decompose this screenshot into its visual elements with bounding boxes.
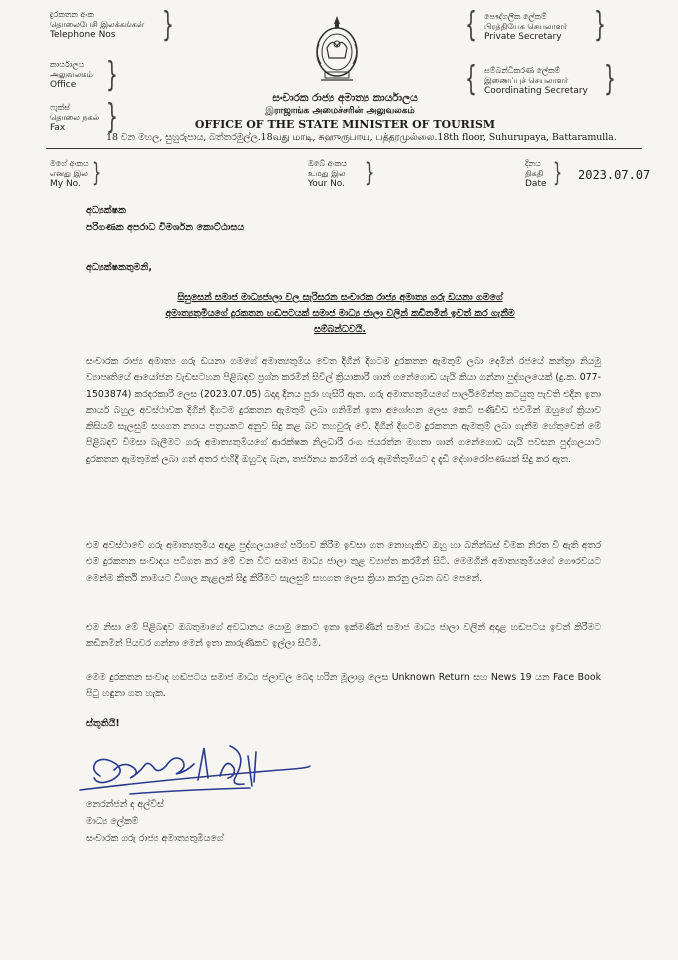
paragraph-1: සංචාරක රාජ්‍ය අමාත්‍ය ගරු ඩයනා ගමගේ අමාත්‍යතුමිය වෙත දිගින් දිගටම දුරකතන ඇමතුම් ලබා දෙමින් රජයේ කන්ත්‍රා නියමු ව්‍යාපෘතියේ ආයෝජන වැඩසටහන පිළිබඳව ප්‍රශ්න කරමින් සිවිල් ක්‍රියාකාරී ශාන් ගනේගොඩ යැයි කියා ගන්නා පුද්ගලයෙක් (දු.ක. 077-1503874) කරදරකාරී ලෙස (2023.07.05) බදාදා දිනය පුරා හැසිරී ඇත. ගරු අමාත්‍යතුමියගේ පාර්ලිමේන්තු කටයුතු පැවති එදින ඉතා කාර්ය බහුල අවස්ථාවක දිගින් දිගටම දුරකතන ඇමතුම් ලබා ගනිමින් ඉතා අශෝභන ලෙස කෙටි පණිවිඩ එවමින් ඔහුගේ ක්‍රියාව කිසියම් සැලසුම් සහගත න්‍යාය පත්‍රයකට අනුව සිදු කළ බව තහවුරු වේ. දිගින් දිගටම දුරකතන ඇමතුම් ලබා ගැනීම හේතුවෙන් මේ පිළිබඳව විමසා බැලීමට ගරු අමාත්‍යතුමියගේ ආරක්ෂක නිලධාරී රංග ජයරත්න මහතා ශාන් ගනේගොඩ යැයි පවසන පුද්ගලයාට දුරකතන ඇමතුමක් ලබා ගත් අතර එහිදී ඔහුටද බැන, තර්ජනය කරමින් ගරු ඇමතිතුමියට ද දැඩි දේශාරෝපණයක් සිදු කර ඇත. xyxy=(86,356,601,465)
subject-line-1: සිසුසෙන් සමාජ මාධ්‍යජාලා වල සැරිසරන සංචාරක රාජ්‍ය අමාත්‍ය ගරු ඩයනා ගමගේ xyxy=(177,292,503,303)
brace-your-no: } xyxy=(365,158,375,188)
brace-office: } xyxy=(106,55,118,95)
office-ta: அலுவலகம் xyxy=(50,70,93,79)
your-no-label xyxy=(308,159,347,189)
sri-lanka-emblem-icon xyxy=(313,14,361,86)
fax-label xyxy=(50,103,99,133)
your-no-en: Your No. xyxy=(308,179,346,189)
brace-date: } xyxy=(553,158,563,188)
recipient-title: අධ්‍යක්ෂක xyxy=(86,205,126,216)
header-divider xyxy=(46,148,642,149)
coordinating-secretary-si: සම්බන්ධීකරණ ලේකම් xyxy=(484,66,561,75)
date-en: Date xyxy=(525,179,547,189)
brace-telephone: } xyxy=(162,5,174,45)
date-ta: திகதி xyxy=(525,169,544,178)
brace-fax: } xyxy=(106,97,118,137)
recipient-division: පරිගණක අපරාධ විමර්ශන කොට්ඨාසය xyxy=(86,222,245,233)
salutation: අධ්‍යක්ෂකතුමනි, xyxy=(86,262,152,273)
my-no-label xyxy=(50,159,89,189)
date-label xyxy=(525,159,547,189)
office-address: 18 වන මහල, සුහුරුපාය, බත්තරමුල්ල.18வது மாடி, சுஹுருபாய, பத்தரமுல்லை.18th floor, Suhurupaya, Battaramulla. xyxy=(106,132,617,143)
signatory-block xyxy=(86,796,224,847)
recipient-block xyxy=(86,202,244,236)
your-no-ta: உமது இல xyxy=(308,169,346,178)
my-no-ta: எனது இல xyxy=(50,169,88,178)
telephone-si: දුරකතන අංක xyxy=(50,10,94,19)
closing: ස්තූතියි! xyxy=(86,718,120,729)
brace-private-secretary: { xyxy=(465,5,477,45)
fax-en: Fax xyxy=(50,123,66,133)
signatory-office: සංචාරක ගරු රාජ්‍ය අමාත්‍යතුමියගේ xyxy=(86,833,224,844)
paragraph-3: එම නිසා මේ පිළිබඳව ඔබතුමාගේ අවධානය යොමු කොට ඉතා ඉක්මණින් සමාජ මාධ්‍ය ජාලා වලින් අදාළ හඬපටය ඉවත් කිරීමට කඩිනමින් පියවර ගන්නා මෙන් ඉතා කාරුණිකව ඉල්ලා සිටිමි. xyxy=(86,622,601,650)
subject-line-2: අමාත්‍යතුමියගේ දුරකතන හඬපටයක් සමාජ මාධ්‍ය ජාලා වලින් කඩිනමින් ඉවත් කර ගැනීම xyxy=(165,308,515,319)
coordinating-secretary-ta: இணைப்புச் செயலாளர் xyxy=(484,76,569,85)
private-secretary-ta: பிரத்தியேக செயலாளர் xyxy=(484,22,568,31)
private-secretary-en: Private Secretary xyxy=(484,32,562,42)
signatory-title: මාධ්‍ය ලේකම් xyxy=(86,816,139,827)
private-secretary-label xyxy=(484,12,567,42)
brace-my-no: } xyxy=(92,158,102,188)
telephone-label xyxy=(50,10,144,40)
office-si: කාර්යාලය xyxy=(50,60,85,69)
brace-coordinating-right: } xyxy=(604,59,616,99)
office-name-en: OFFICE OF THE STATE MINISTER OF TOURISM xyxy=(194,118,496,131)
coordinating-secretary-en: Coordinating Secretary xyxy=(484,86,588,96)
brace-coordinating: { xyxy=(465,59,477,99)
fax-ta: தொலை நகல் xyxy=(50,113,100,122)
telephone-en: Telephone Nos xyxy=(50,30,116,40)
office-label xyxy=(50,60,93,90)
subject-line-3: සම්බන්ධවයි. xyxy=(314,324,366,335)
private-secretary-si: පෞද්ගලික ලේකම් xyxy=(484,12,547,21)
office-en: Office xyxy=(50,80,77,90)
paragraph-4: මෙම දුරකතන සංවාද හඬපටය සමාජ මාධ්‍ය ජලාවල බෙදා හරින මූලාශ්‍ර ලෙස Unknown Return සහ News 19 යන Face Book පිටු හඳුනා ගත හැක. xyxy=(86,672,601,700)
date-value: 2023.07.07 xyxy=(578,168,651,182)
brace-private-secretary-right: } xyxy=(594,5,606,45)
office-name-ta: இராஜாங்க அமைச்சரின் அலுவலகம் xyxy=(265,106,415,116)
fax-si: ෆැක්ස් xyxy=(50,103,70,112)
office-name-si: සංචාරක රාජ්‍ය අමාත්‍ය කාර්යාලය xyxy=(272,92,418,104)
coordinating-secretary-label xyxy=(484,66,588,96)
telephone-ta: தொலைபேசி இலக்கங்கள் xyxy=(50,20,145,29)
date-si: දිනය xyxy=(525,159,541,168)
subject-block xyxy=(80,290,600,338)
your-no-si: ඔබේ අංකය xyxy=(308,159,347,168)
my-no-si: මගේ අංකය xyxy=(50,159,89,168)
signatory-name: නෙරන්ජන් ද අල්විස් xyxy=(86,799,164,810)
my-no-en: My No. xyxy=(50,179,81,189)
paragraph-2: එම අවස්ථාවේ ගරු අමාත්‍යතුමිය අදාළ පුද්ගලයාගේ පරිහව කිරීම ඉවසා ගත නොහැකිව ඔහු හා බනින්බස් විමක නිරත වී ඇති අතර එම දුරකතන සංවාදය පටිගත කර මේ වන විට සමාජ මාධ්‍ය ජාලා තුළ ව්‍යාප්ත කරමින් සිටී. මෙමගින් අමාත්‍යතුමියගේ ගෞරවයට මෙන්ම කීර්ති නාමයට විශාල කැළලක් සිදු කිරීමට සැලසුම් සහගත ලෙස ක්‍රියා කරනු ලබන බව පෙනේ. xyxy=(86,540,601,584)
